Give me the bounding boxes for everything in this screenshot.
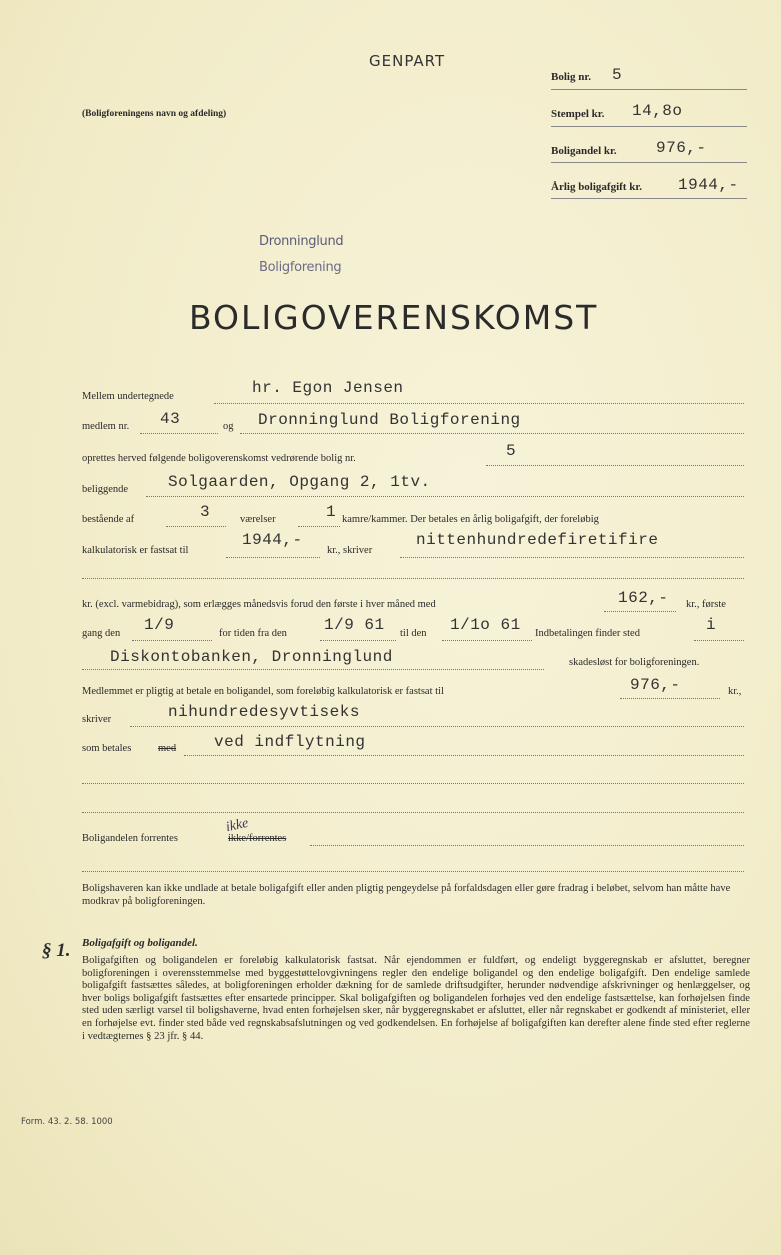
medlem-label: medlem nr. bbox=[82, 421, 130, 432]
vaerelser-label: værelser bbox=[240, 514, 276, 525]
blank-line-3 bbox=[82, 812, 744, 813]
boligandel-value: 976,- bbox=[656, 139, 707, 157]
til-value: 1/1o 61 bbox=[450, 616, 521, 634]
andel-words: nihundredesyvtiseks bbox=[168, 703, 360, 721]
document-title: BOLIGOVERENSKOMST bbox=[189, 298, 599, 337]
betales-value: ved indflytning bbox=[214, 733, 366, 751]
forrentes-handwritten: ikke bbox=[224, 815, 250, 836]
notice-paragraph: Boligshaveren kan ikke undlade at betale boligafgift eller anden pligtig pengeydelse på forfaldsdagen eller gøre fradrag i beløbet, selvom han måtte have modkrav på boligforeningen. bbox=[82, 883, 731, 907]
boligandel-label: Boligandel kr. bbox=[551, 145, 617, 157]
stempel-label: Stempel kr. bbox=[551, 108, 605, 120]
stamp-line1: Dronninglund bbox=[259, 234, 344, 249]
betales-label: som betales bbox=[82, 743, 132, 754]
genpart-label: GENPART bbox=[369, 52, 446, 70]
kr-forste-label: kr., første bbox=[686, 599, 726, 610]
bestaaende-label: bestående af bbox=[82, 514, 135, 525]
gang-label: gang den bbox=[82, 628, 121, 639]
andel-value: 976,- bbox=[630, 676, 681, 694]
til-label: til den bbox=[400, 628, 427, 639]
skadesloest-label: skadesløst for boligforeningen. bbox=[569, 657, 700, 668]
gang-value: 1/9 bbox=[144, 616, 175, 634]
monthly-value: 162,- bbox=[618, 589, 669, 607]
og-value: Dronninglund Boligforening bbox=[258, 411, 521, 429]
bestaaende-value: 3 bbox=[200, 503, 211, 521]
indbetaling-label: Indbetalingen finder sted bbox=[535, 628, 640, 639]
afgift-value: 1944,- bbox=[678, 176, 739, 194]
tiden-label: for tiden fra den bbox=[219, 628, 287, 639]
boligandel-rule bbox=[551, 162, 747, 163]
blank-line-2 bbox=[82, 783, 744, 784]
kr-label: kr., bbox=[728, 686, 742, 697]
og-label: og bbox=[223, 421, 234, 432]
mellem-label: Mellem undertegnede bbox=[82, 391, 174, 402]
betales-struck: med bbox=[158, 743, 177, 754]
beliggende-value: Solgaarden, Opgang 2, 1tv. bbox=[168, 473, 431, 491]
stamp-line2: Boligforening bbox=[259, 260, 342, 275]
kalk-words: nittenhundredefiretifire bbox=[416, 531, 659, 549]
blank-line-1 bbox=[82, 578, 744, 579]
form-number: Form. 43. 2. 58. 1000 bbox=[21, 1117, 113, 1127]
skriver-label: skriver bbox=[82, 714, 112, 725]
forrentes-label: Boligandelen forrentes bbox=[82, 833, 178, 844]
sted-value: i bbox=[706, 616, 717, 634]
afgift-label: Årlig boligafgift kr. bbox=[551, 181, 642, 193]
bolig-rule bbox=[551, 89, 747, 90]
afgift-rule bbox=[551, 198, 747, 199]
kalk-value: 1944,- bbox=[242, 531, 303, 549]
bank-value: Diskontobanken, Dronninglund bbox=[110, 648, 393, 666]
section1-number: § 1. bbox=[42, 940, 71, 961]
kalk-label: kalkulatorisk er fastsat til bbox=[82, 545, 189, 556]
kamre-value: 1 bbox=[326, 503, 337, 521]
association-caption: (Boligforeningens navn og afdeling) bbox=[82, 109, 227, 119]
medlem-value: 43 bbox=[160, 410, 181, 428]
oprettes-label: oprettes herved følgende boligoverenskomst vedrørende bolig nr. bbox=[82, 453, 356, 464]
medlemmet-label: Medlemmet er pligtig at betale en boligandel, som foreløbig kalkulatorisk er fastsat til bbox=[82, 686, 444, 697]
section1-heading: Boligafgift og boligandel. bbox=[82, 937, 198, 949]
beliggende-label: beliggende bbox=[82, 484, 129, 495]
mellem-value: hr. Egon Jensen bbox=[252, 379, 404, 397]
oprettes-value: 5 bbox=[506, 442, 517, 460]
stempel-rule bbox=[551, 126, 747, 127]
section1-body: Boligafgiften og boligandelen er foreløbig kalkulatorisk fastsat. Når ejendommen er fuldført, og endeligt byggeregnskab er afsluttet, beregner boligforeningen i overensstemmelse med byggestøttelovgivningens regler den endelige boligandel og den endelige boligafgift. Den endelige samlede boligafgift fastsættes således, at boligforeningen erholder dækning for de samlede driftsudgifter, herunder nødvendige afskrivninger og henlæggelser, og hver boligs boligafgift fastsættes efter ensartede principper. Skal boligafgiften og boligandelen forhøjes ved den endelige fastsættelse, kan forhøjelsen finde sted uden særligt varsel til boligshaverne, hvad enten forhøjelsen sker, når byggeregnskabet er afsluttet, eller når regnskabet er godkendt af ministeriet, eller en forhøjelse evt. finder sted både ved regnskabsafslutningen og ved godkendelsen. En forhøjelse af boligafgiften kan derefter alene finde sted efter reglerne i vedtægternes § 23 jfr. § 44. bbox=[82, 955, 750, 1042]
bolig-value: 5 bbox=[612, 66, 623, 84]
blank-line-4 bbox=[82, 871, 744, 872]
fra-value: 1/9 61 bbox=[324, 616, 385, 634]
bolig-label: Bolig nr. bbox=[551, 71, 591, 83]
forrentes-struck: ikke/forrentes bbox=[228, 833, 287, 844]
excl-label: kr. (excl. varmebidrag), som erlægges månedsvis forud den første i hver måned med bbox=[82, 599, 436, 610]
kr-skriver-label: kr., skriver bbox=[327, 545, 373, 556]
stempel-value: 14,8o bbox=[632, 102, 683, 120]
kamre-label: kamre/kammer. Der betales en årlig boligafgift, der foreløbig bbox=[342, 514, 599, 525]
